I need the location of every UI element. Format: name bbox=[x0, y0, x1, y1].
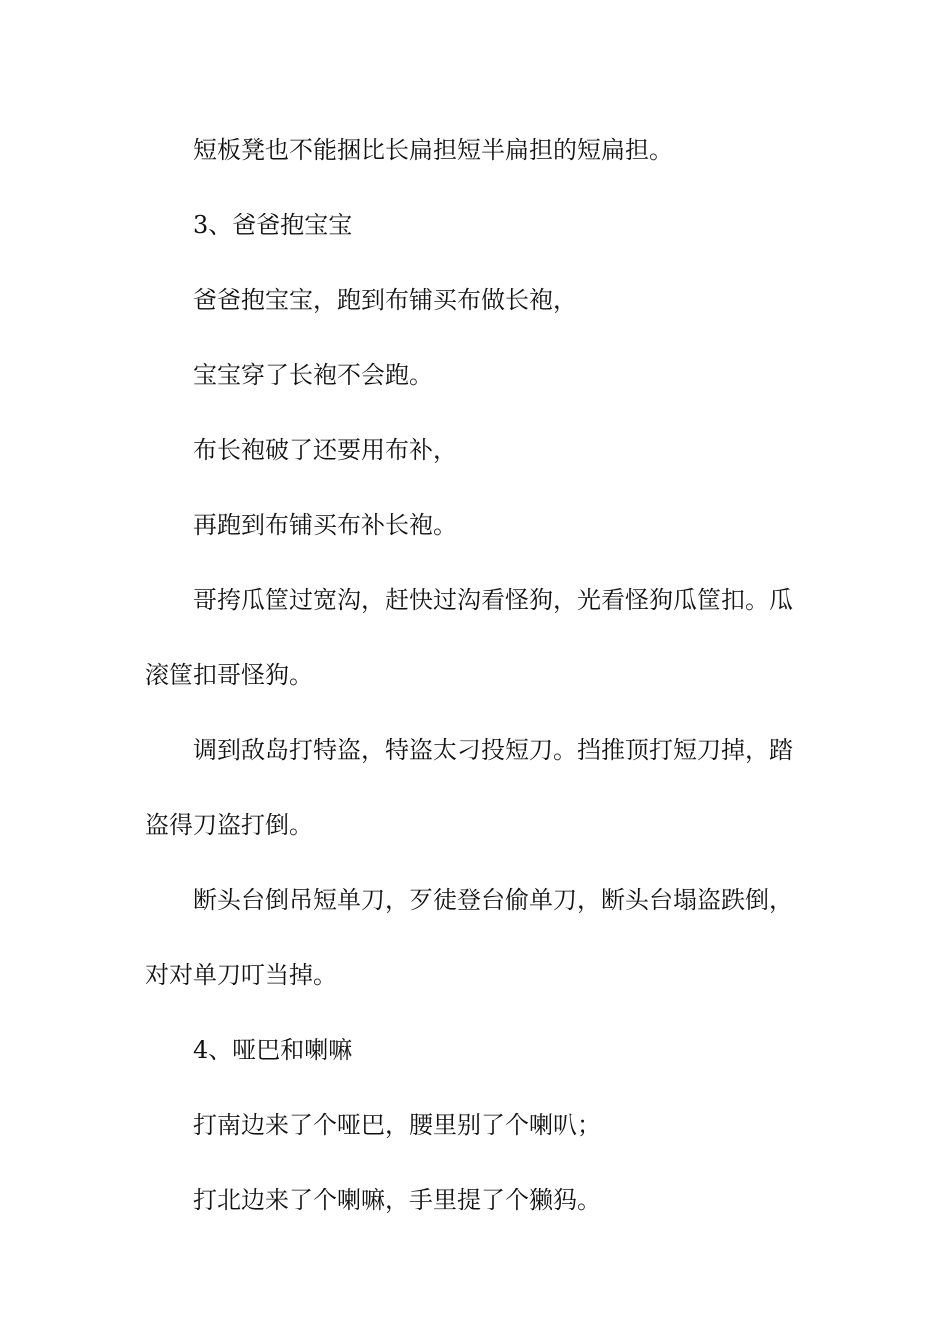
paragraph-line: 对对单刀叮当掉。 bbox=[145, 961, 337, 989]
paragraph-line: 滚筐扣哥怪狗。 bbox=[145, 661, 313, 689]
paragraph-line: 打北边来了个喇嘛，手里提了个獭犸。 bbox=[193, 1186, 601, 1214]
paragraph-line: 再跑到布铺买布补长袍。 bbox=[193, 511, 457, 539]
paragraph-line: 短板凳也不能捆比长扁担短半扁担的短扁担。 bbox=[193, 136, 673, 164]
paragraph-line: 调到敌岛打特盗，特盗太刁投短刀。挡推顶打短刀掉，踏 bbox=[193, 736, 793, 764]
paragraph-line: 宝宝穿了长袍不会跑。 bbox=[193, 361, 433, 389]
paragraph-line: 盗得刀盗打倒。 bbox=[145, 811, 313, 839]
paragraph-line: 布长袍破了还要用布补， bbox=[193, 436, 457, 464]
section-heading: 4、哑巴和喇嘛 bbox=[193, 1036, 353, 1064]
paragraph-line: 打南边来了个哑巴，腰里别了个喇叭； bbox=[193, 1111, 601, 1139]
paragraph-line: 爸爸抱宝宝，跑到布铺买布做长袍， bbox=[193, 286, 577, 314]
paragraph-line: 断头台倒吊短单刀，歹徒登台偷单刀，断头台塌盗跌倒， bbox=[193, 886, 793, 914]
paragraph-line: 哥挎瓜筐过宽沟，赶快过沟看怪狗，光看怪狗瓜筐扣。瓜 bbox=[193, 586, 793, 614]
section-heading: 3、爸爸抱宝宝 bbox=[193, 211, 353, 239]
